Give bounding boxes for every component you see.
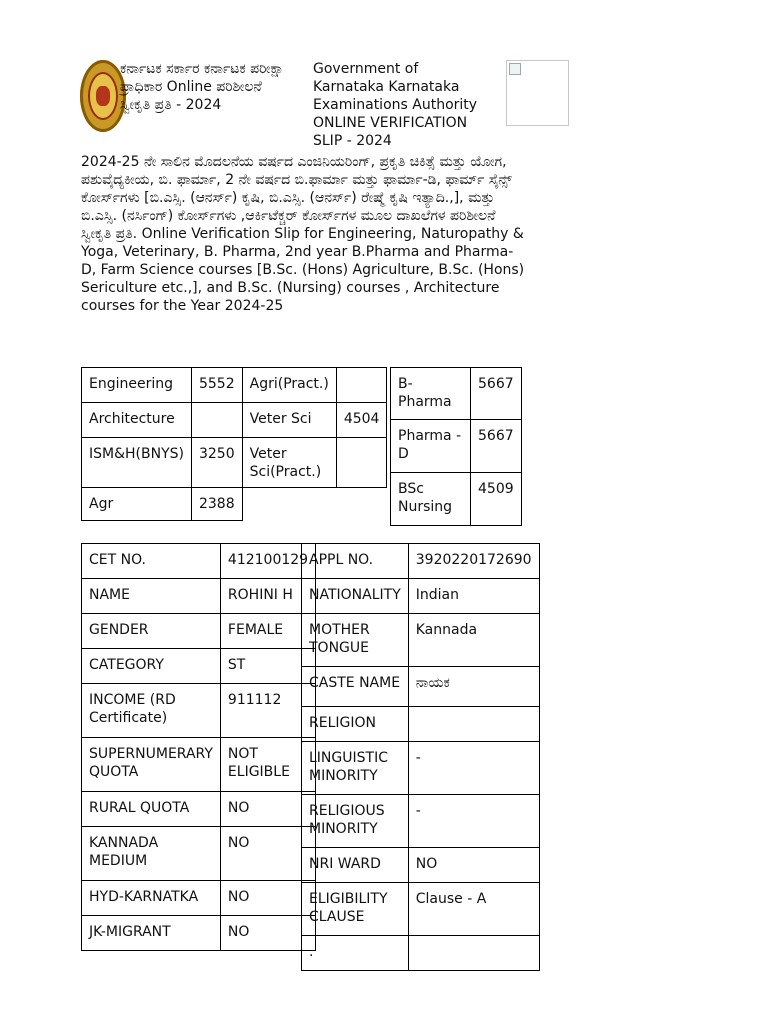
seat-number [336,438,387,488]
seal-inner-ring [88,72,118,120]
quota-value: NOT ELIGIBLE [220,738,315,792]
jk-migrant-value: NO [220,916,315,951]
kannada-medium-value: NO [220,827,315,881]
mother-tongue-value: Kannada [408,614,539,667]
category-value: ST [220,649,315,684]
income-value: 911112 [220,684,315,738]
seat-number: 3250 [191,438,242,488]
english-title: Government of Karnataka Karnataka Examinations Authority ONLINE VERIFICATION SLIP - 2024 [313,61,478,149]
field-label: CASTE NAME [302,667,409,707]
hyd-karnataka-value: NO [220,881,315,916]
table-row [82,579,316,614]
course-name: Veter Sci(Pract.) [242,438,336,488]
seat-number: 5667 [471,368,522,420]
table-row [391,420,522,473]
application-number: 3920220172690 [408,544,539,579]
field-label: HYD-KARNATKA [82,881,221,916]
image-placeholder-glyph [509,63,521,75]
table-row [302,579,540,614]
kannada-title: ಕರ್ನಾಟಕ ಸರ್ಕಾರ ಕರ್ನಾಟಕ ಪರೀಕ್ಷಾ ಪ್ರಾಧಿಕಾರ Online ಪರಿಶೀಲನೆ ಸ್ವೀಕೃತಿ ಪ್ರತಿ - 2024 [120,61,284,113]
seat-matrix-table [81,367,387,521]
field-label: INCOME (RD Certificate) [82,684,221,738]
table-row [302,614,540,667]
table-row [302,883,540,936]
field-label: NAME [82,579,221,614]
seat-number: 4509 [471,473,522,526]
table-row [82,881,316,916]
caste-name-value: ನಾಯಕ [408,667,539,707]
seat-number [336,368,387,403]
table-row [391,368,522,420]
field-label: NRI WARD [302,848,409,883]
field-label: RELIGIOUS MINORITY [302,795,409,848]
nationality-value: Indian [408,579,539,614]
table-row [391,473,522,526]
table-row [82,438,387,488]
field-label: JK-MIGRANT [82,916,221,951]
course-name: Pharma - D [391,420,471,473]
field-label: CATEGORY [82,649,221,684]
field-label: ELIGIBILITY CLAUSE [302,883,409,936]
course-name: B-Pharma [391,368,471,420]
candidate-details-right [301,543,540,971]
cet-number: 412100129 [220,544,315,579]
table-row [82,738,316,792]
empty-cell [242,488,336,521]
religion-value [408,707,539,742]
table-row [82,403,387,438]
field-label: SUPERNUMERARY QUOTA [82,738,221,792]
course-name: Agr [82,488,192,521]
field-label: NATIONALITY [302,579,409,614]
table-row [82,544,316,579]
empty-value [408,936,539,971]
rural-quota-value: NO [220,792,315,827]
table-row [82,792,316,827]
field-label: MOTHER TONGUE [302,614,409,667]
table-row [82,614,316,649]
field-label: LINGUISTIC MINORITY [302,742,409,795]
table-row [82,684,316,738]
table-row [82,827,316,881]
slip-description: 2024-25 ನೇ ಸಾಲಿನ ಮೊದಲನೆಯ ವರ್ಷದ ಎಂಜಿನಿಯರಿಂಗ್, ಪ್ರಕೃತಿ ಚಿಕಿತ್ಸೆ ಮತ್ತು ಯೋಗ, ಪಶುವೈದ್ಯಕೀಯ, ಬಿ. ಫಾರ್ಮಾ, 2 ನೇ ವರ್ಷದ ಬಿ.ಫಾರ್ಮಾ ಮತ್ತು ಫಾರ್ಮಾ-ಡಿ, ಫಾರ್ಮ್ ಸೈನ್ಸ್ ಕೋರ್ಸ್‌ಗಳು [ಬಿ.ಎಸ್ಸಿ. (ಆನರ್ಸ್) ಕೃಷಿ, ಬಿ.ಎಸ್ಸಿ. (ಆನರ್ಸ್) ರೇಷ್ಮೆ ಕೃಷಿ ಇತ್ಯಾದಿ.,], ಮತ್ತು ಬಿ.ಎಸ್ಸಿ. (ನರ್ಸಿಂಗ್) ಕೋರ್ಸ್‌ಗಳು ,ಆರ್ಕಿಟೆಕ್ಚರ್ ಕೋರ್ಸ್‌ಗಳ ಮೂಲ ದಾಖಲೆಗಳ ಪರಿಶೀಲನೆ ಸ್ವೀಕೃತಿ ಪ್ರತಿ. Online Verification Slip for Engineering, Naturopathy & Yoga, Veterinary, B. Pharma, 2nd year B.Pharma and Pharma-D, Farm Science courses [B.Sc. (Hons) Agriculture, B.Sc. (Hons) Sericulture etc.,], and B.Sc. (Nursing) courses , Architecture courses for the Year 2024-25 [81,154,525,314]
religious-minority-value: - [408,795,539,848]
course-name: BSc Nursing [391,473,471,526]
field-label: . [302,936,409,971]
seat-number: 5667 [471,420,522,473]
empty-cell [336,488,387,521]
eligibility-clause-value: Clause - A [408,883,539,936]
field-label: GENDER [82,614,221,649]
table-row [302,667,540,707]
broken-image-icon [506,60,569,126]
course-name: ISM&H(BNYS) [82,438,192,488]
candidate-details-left [81,543,316,951]
table-row [82,368,387,403]
table-row [82,916,316,951]
seat-number: 2388 [191,488,242,521]
seat-number [191,403,242,438]
table-row [82,488,387,521]
table-row [302,848,540,883]
nri-ward-value: NO [408,848,539,883]
field-label: APPL NO. [302,544,409,579]
candidate-name: ROHINI H [220,579,315,614]
table-row [302,707,540,742]
table-row [302,795,540,848]
seal-emblem [96,86,110,106]
table-row [302,936,540,971]
course-name: Engineering [82,368,192,403]
field-label: RURAL QUOTA [82,792,221,827]
table-row [302,742,540,795]
field-label: KANNADA MEDIUM [82,827,221,881]
course-name: Agri(Pract.) [242,368,336,403]
table-row [82,649,316,684]
pharma-nursing-seat-table [390,367,522,526]
field-label: CET NO. [82,544,221,579]
course-name: Veter Sci [242,403,336,438]
seat-number: 5552 [191,368,242,403]
table-row [302,544,540,579]
linguistic-minority-value: - [408,742,539,795]
course-name: Architecture [82,403,192,438]
field-label: RELIGION [302,707,409,742]
gender-value: FEMALE [220,614,315,649]
seat-number: 4504 [336,403,387,438]
